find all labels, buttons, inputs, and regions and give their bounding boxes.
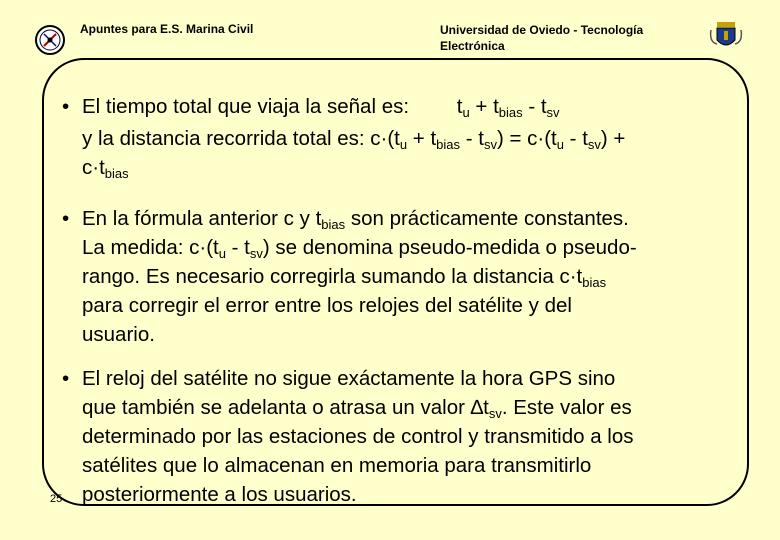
p2-line5: usuario. xyxy=(82,323,155,346)
p3-line1: El reloj del satélite no sigue exáctamente la hora GPS sino xyxy=(82,367,616,390)
paragraph-3 xyxy=(62,364,742,509)
paragraph-2 xyxy=(62,204,742,349)
p3-line2: que también se adelanta o atrasa un valor $\Delta t_{sv}$. Este valor es xyxy=(82,396,632,421)
university-seal-icon xyxy=(34,24,66,56)
p2-line4: para corregir el error entre los relojes del satélite y del xyxy=(82,294,572,317)
p3-line5: posteriormente a los usuarios. xyxy=(82,483,357,506)
p2-line2: La medida: $c\cdot(t_u - t_{sv})$ se denomina pseudo-medida o pseudo- xyxy=(82,236,637,261)
header-left-title: Apuntes para E.S. Marina Civil xyxy=(80,22,254,36)
header-right-title: Universidad de Oviedo - Tecnología Electrónica xyxy=(440,23,644,53)
bullet: • xyxy=(62,367,70,390)
p1-formula: $t_u + t_{bias} - t_{sv}$ xyxy=(456,95,560,120)
p2-line3: rango. Es necesario corregirla sumando la distancia $c\cdot t_{bias}$ xyxy=(82,265,607,290)
p1-line1: El tiempo total que viaja la señal es: xyxy=(82,95,410,118)
paragraph-1 xyxy=(62,92,742,182)
coat-of-arms-icon xyxy=(707,20,745,52)
p2-line1: En la fórmula anterior c y $t_{bias}$ son prácticamente constantes. xyxy=(82,207,629,232)
p1-line2: y la distancia recorrida total es: $c\cdot(t_u + t_{bias} - t_{sv}) = c\cdot(t_u - t_{sv})$ + xyxy=(82,127,626,152)
p1-line3: $c\cdot t_{bias}$ xyxy=(82,156,129,181)
p3-line4: satélites que lo almacenan en memoria para transmitirlo xyxy=(82,454,592,477)
p3-line3: determinado por las estaciones de control y transmitido a los xyxy=(82,425,634,448)
bullet: • xyxy=(62,95,70,118)
bullet: • xyxy=(62,207,70,230)
page-number: 25 xyxy=(50,493,63,505)
